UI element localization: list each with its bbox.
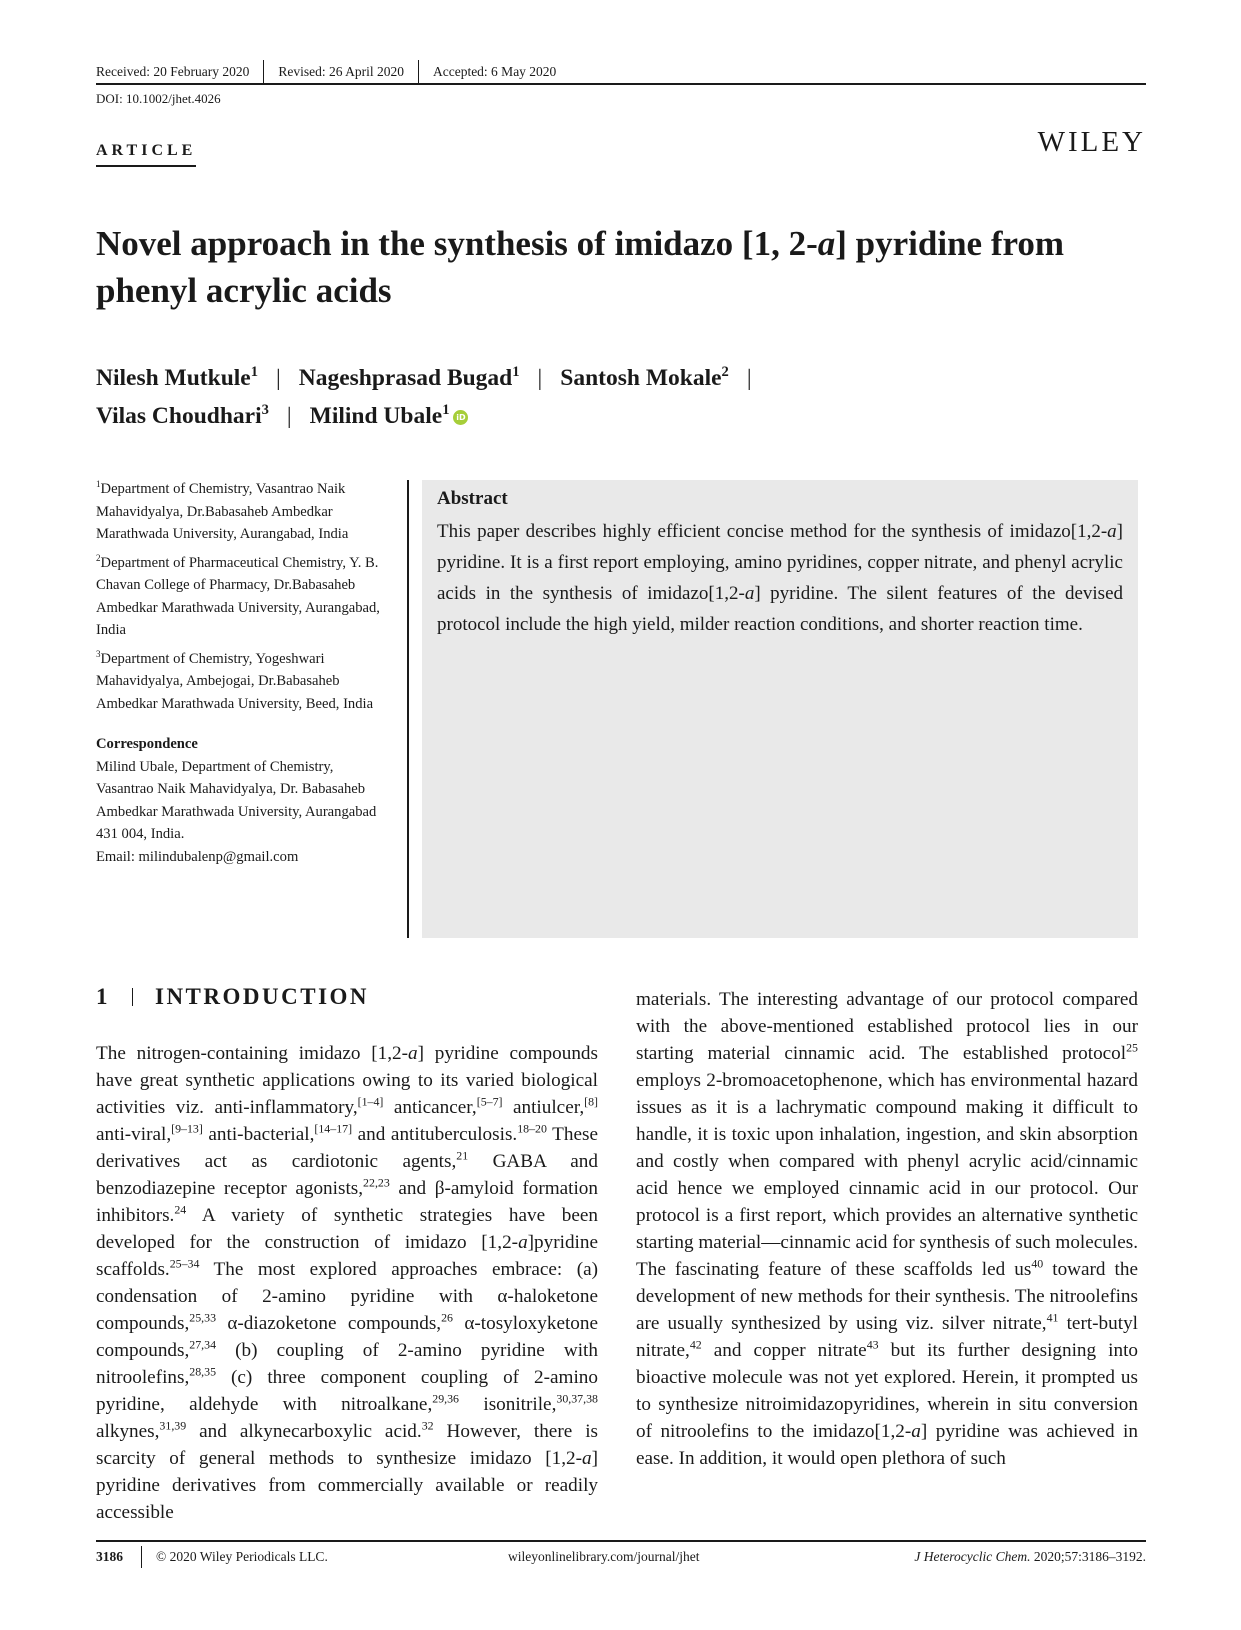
publisher-logo: WILEY <box>1037 126 1146 158</box>
affiliation: $^2$Department of Pharmaceutical Chemistry, Y. B. Chavan College of Pharmacy, Dr.Babasaheb Ambedkar Marathwada University, Aurangabad, India <box>96 552 380 638</box>
accepted-date: Accepted: 6 May 2020 <box>432 64 557 79</box>
footer-rule <box>96 1540 1146 1542</box>
abstract-heading: Abstract <box>437 488 508 509</box>
orcid-icon[interactable]: iD <box>453 410 468 425</box>
copyright: © 2020 Wiley Periodicals LLC. <box>156 1549 328 1564</box>
abstract-box <box>422 480 1138 938</box>
section-number: 1 <box>96 984 110 1009</box>
doi[interactable]: DOI: 10.1002/jhet.4026 <box>96 91 221 106</box>
abstract-text: This paper describes highly efficient concise method for the synthesis of imidazo[1,2-a] pyridine. It is a first report employing, amino pyridines, copper nitrate, and phenyl acrylic acids in the synthesis of imidazo[1,2-a] pyridine. The silent features of the devised protocol include the high yield, milder reaction conditions, and shorter reaction time. <box>437 521 1124 635</box>
intro-column-left: The nitrogen-containing imidazo [1,2-a] pyridine compounds have great synthetic applications owing to its varied biological activities viz. anti-inflammatory,[1–4] anticancer,[5–7] antiulcer,[8] anti-viral,[9–13] anti-bacterial,[14–17] and antituberculosis.$^{18-20}$ These derivatives act as cardiotonic agents,$^{21}$ GABA and benzodiazepine receptor agonists,$^{22,23}$ and β-amyloid formation inhibitors.$^{24}$ A variety of synthetic strategies have been developed for the construction of imidazo [1,2-a]pyridine scaffolds.$^{25-34}$ The most explored approaches embrace: (a) condensation of 2-amino pyridine with α-haloketone compounds,$^{25,33}$ α-diazoketone compounds,$^{26}$ α-tosyloxyketone compounds,$^{27,34}$ (b) coupling of 2-amino pyridine with nitroolefins,$^{28,35}$ (c) three component coupling of 2-amino pyridine, aldehyde with nitroalkane,$^{29,36}$ isonitrile,$^{30,37,38}$ alkynes,$^{31,39}$ and alkynecarboxylic acid.$^{32}$ However, there is scarcity of general methods to synthesize imidazo [1,2-a] pyridine derivatives from commercially available or readily accessible <box>96 1043 599 1523</box>
footer-divider <box>141 1546 142 1568</box>
affiliation: $^3$Department of Chemistry, Yogeshwari Mahavidyalya, Ambejogai, Dr.Babasaheb Ambedkar Marathwada University, Beed, India <box>96 648 374 712</box>
author[interactable]: Santosh Mokale$^2$ <box>560 364 729 391</box>
journal-citation: J Heterocyclic Chem. 2020;57:3186–3192. <box>914 1549 1146 1564</box>
footer <box>96 1546 1146 1568</box>
author[interactable]: Nilesh Mutkule$^1$ <box>96 364 259 391</box>
correspondence-heading: Correspondence <box>96 736 198 752</box>
section-divider <box>132 988 133 1006</box>
affiliations <box>96 478 391 874</box>
affiliation: $^1$Department of Chemistry, Vasantrao Naik Mahavidyalya, Dr.Babasaheb Ambedkar Marathwada University, Aurangabad, India <box>96 479 349 542</box>
author[interactable]: Milind Ubale$^1$ <box>309 402 450 429</box>
revised-date: Revised: 26 April 2020 <box>278 64 404 79</box>
journal-url[interactable]: wileyonlinelibrary.com/journal/jhet <box>508 1549 700 1564</box>
header-rule <box>96 83 1146 85</box>
article-dates <box>96 60 570 84</box>
intro-column-right: materials. The interesting advantage of our protocol compared with the above-mentioned established protocol lies in our starting material cinnamic acid. The established protocol$^{25}$ employs 2-bromoacetophenone, which has environmental hazard issues as it is a lachrymatic compound making it difficult to handle, it is toxic upon inhalation, ingestion, and skin absorption and costly when compared with phenyl acrylic acid/cinnamic acid hence we employed cinnamic acid in our protocol. Our protocol is a first report, which provides an alternative synthetic starting material—cinnamic acid for synthesis of such molecules. The fascinating feature of these scaffolds led $us^{40}$ toward the development of new methods for their synthesis. The nitroolefins are usually synthesized by using viz. silver nitrate,$^{41}$ tert-butyl nitrate,$^{42}$ and copper nitrate$^{43}$ but its further designing into bioactive molecule was not yet explored. Herein, it prompted us to synthesize nitroimidazopyridines, wherein in situ conversion of nitroolefins to the imidazo[1,2-a] pyridine was achieved in ease. In addition, it would open plethora of such <box>636 989 1138 1469</box>
author[interactable]: Nageshprasad Bugad$^1$ <box>298 364 520 391</box>
author[interactable]: Vilas Choudhari$^3$ <box>96 402 269 429</box>
paper-title: Novel approach in the synthesis of imidazo [1, 2-a] pyridine from phenyl acrylic acids <box>96 224 1065 310</box>
author-list: Nilesh Mutkule$^1$ | Nageshprasad Bugad$^1$ | Santosh Mokale$^2$ | Vilas Choudhari$^3$ | Milind Ubale$^1$ iD <box>96 364 752 429</box>
page-number: 3186 <box>96 1549 123 1564</box>
received-date: Received: 20 February 2020 <box>96 64 250 79</box>
article-label: ARTICLE <box>96 142 196 167</box>
correspondence-text: Milind Ubale, Department of Chemistry, Vasantrao Naik Mahavidyalya, Dr. Babasaheb Ambedkar Marathwada University, Aurangabad 431 004, India. Email: milindubalenp@gmail.com <box>96 758 377 865</box>
section-title: INTRODUCTION <box>155 984 370 1009</box>
correspondence-email[interactable]: Email: milindubalenp@gmail.com <box>96 848 299 865</box>
column-divider <box>407 480 409 938</box>
section-heading <box>96 984 369 1010</box>
